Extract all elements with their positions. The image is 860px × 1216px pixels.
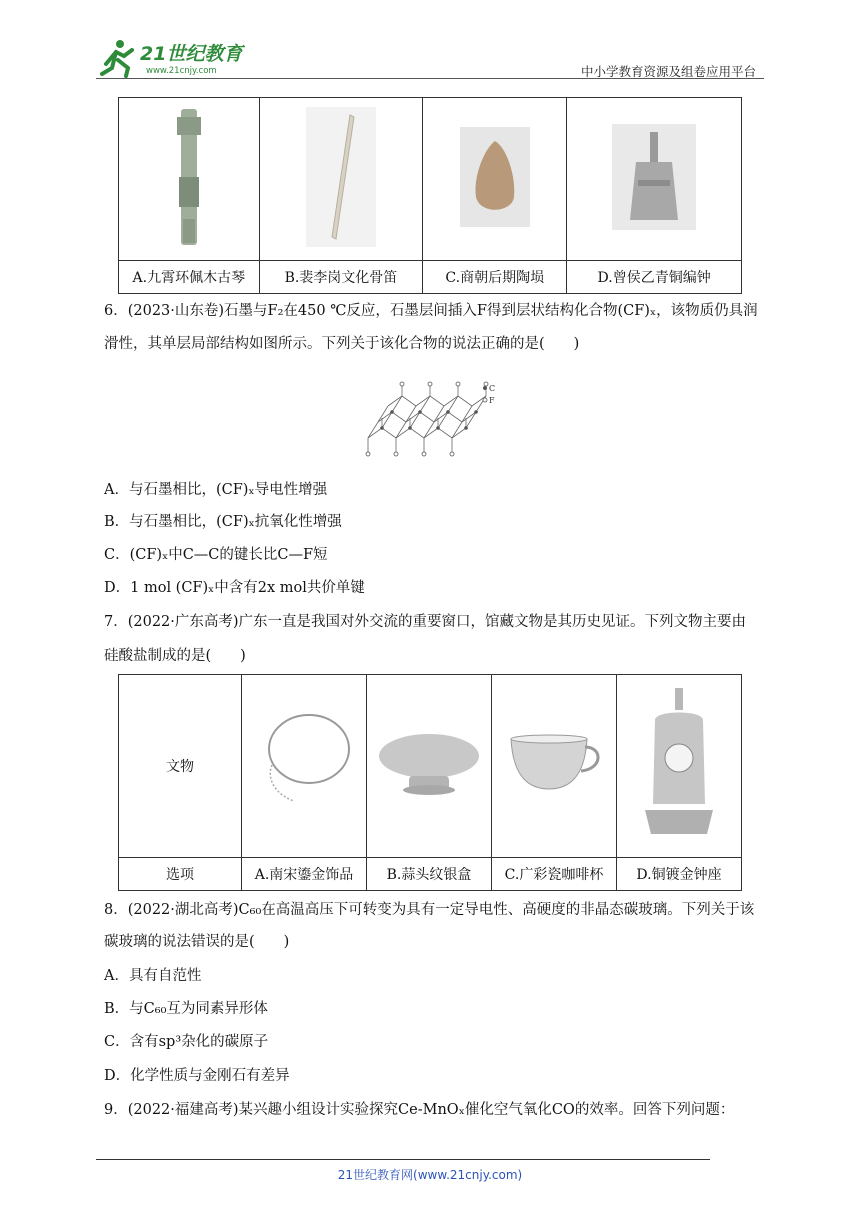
silver-box-image [374, 724, 484, 804]
footer-link[interactable]: 21世纪教育网(www.21cnjy.com) [337, 1168, 523, 1182]
runner-icon [102, 40, 132, 76]
bronze-bell-image [612, 124, 696, 230]
image-cell [259, 98, 423, 261]
q6-stem-line2: 滑性，其单层局部结构如图所示。下列关于该化合物的说法正确的是( ) [104, 336, 580, 352]
artifact-table-2 [118, 674, 742, 891]
clock-stand-image [639, 684, 719, 844]
caption-d: D.曾侯乙青铜编钟 [567, 261, 742, 294]
q7-stem-line2: 硅酸盐制成的是( ) [104, 648, 246, 664]
footer-divider [96, 1159, 710, 1160]
image-cell [492, 675, 617, 858]
caption-c: C.商朝后期陶埙 [423, 261, 567, 294]
logo [96, 36, 266, 80]
q8-stem-line2: 碳玻璃的说法错误的是( ) [104, 934, 290, 950]
artifact-table-1 [118, 97, 742, 294]
legend-c-marker [483, 386, 487, 390]
caption-d: D.铜镀金钟座 [617, 858, 742, 891]
caption-c: C.广彩瓷咖啡杯 [492, 858, 617, 891]
image-cell [617, 675, 742, 858]
image-cell [423, 98, 567, 261]
row-label-artifact: 文物 [119, 675, 242, 858]
row-label-option: 选项 [119, 858, 242, 891]
q8-option-a: A．具有自范性 [104, 968, 202, 984]
logo-text: 21世纪教育 [140, 43, 243, 65]
q6-option-b: B．与石墨相比，(CF)ₓ抗氧化性增强 [104, 514, 342, 530]
logo-url: www.21cnjy.com [146, 66, 217, 76]
q6-stem-line1: 6．(2023·山东卷)石墨与F₂在450 ℃反应，石墨层间插入F得到层状结构化合物(CF)ₓ，该物质仍具润 [104, 303, 758, 319]
legend-c: C [489, 384, 496, 393]
gilt-ornament-image [254, 709, 354, 819]
q6-option-d: D．1 mol (CF)ₓ中含有2x mol共价单键 [104, 580, 365, 596]
q6-option-a: A．与石墨相比，(CF)ₓ导电性增强 [104, 482, 328, 498]
legend-f: F [489, 396, 495, 405]
q9-stem-line1: 9．(2022·福建高考)某兴趣小组设计实验探究Ce-MnOₓ催化空气氧化CO的效率。回答下列问题： [104, 1102, 735, 1118]
q7-stem-line1: 7．(2022·广东高考)广东一直是我国对外交流的重要窗口，馆藏文物是其历史见证。下列文物主要由 [104, 614, 747, 630]
q8-option-b: B．与C₆₀互为同素异形体 [104, 1001, 268, 1017]
image-cell [242, 675, 367, 858]
platform-name: 中小学教育资源及组卷应用平台 [580, 64, 756, 79]
image-cell [367, 675, 492, 858]
guqin-image [169, 107, 209, 247]
q8-option-c: C．含有sp³杂化的碳原子 [104, 1034, 269, 1050]
caption-b: B.蒜头纹银盒 [367, 858, 492, 891]
caption-b: B.裴李岗文化骨笛 [259, 261, 423, 294]
image-cell [567, 98, 742, 261]
pottery-xun-image [460, 127, 530, 227]
image-cell [119, 98, 260, 261]
bone-flute-image [306, 107, 376, 247]
q8-option-d: D．化学性质与金刚石有差异 [104, 1068, 290, 1084]
q6-option-c: C．(CF)ₓ中C—C的键长比C—F短 [104, 547, 328, 563]
caption-a: A.南宋鎏金饰品 [242, 858, 367, 891]
porcelain-cup-image [499, 729, 609, 799]
q8-stem-line1: 8．(2022·湖北高考)C₆₀在高温高压下可转变为具有一定导电性、高硬度的非晶态碳玻璃。下列关于该 [104, 902, 755, 918]
caption-a: A.九霄环佩木古琴 [119, 261, 260, 294]
cf-structure-diagram [362, 378, 508, 460]
legend-f-marker [483, 398, 487, 402]
header-divider [96, 78, 764, 79]
